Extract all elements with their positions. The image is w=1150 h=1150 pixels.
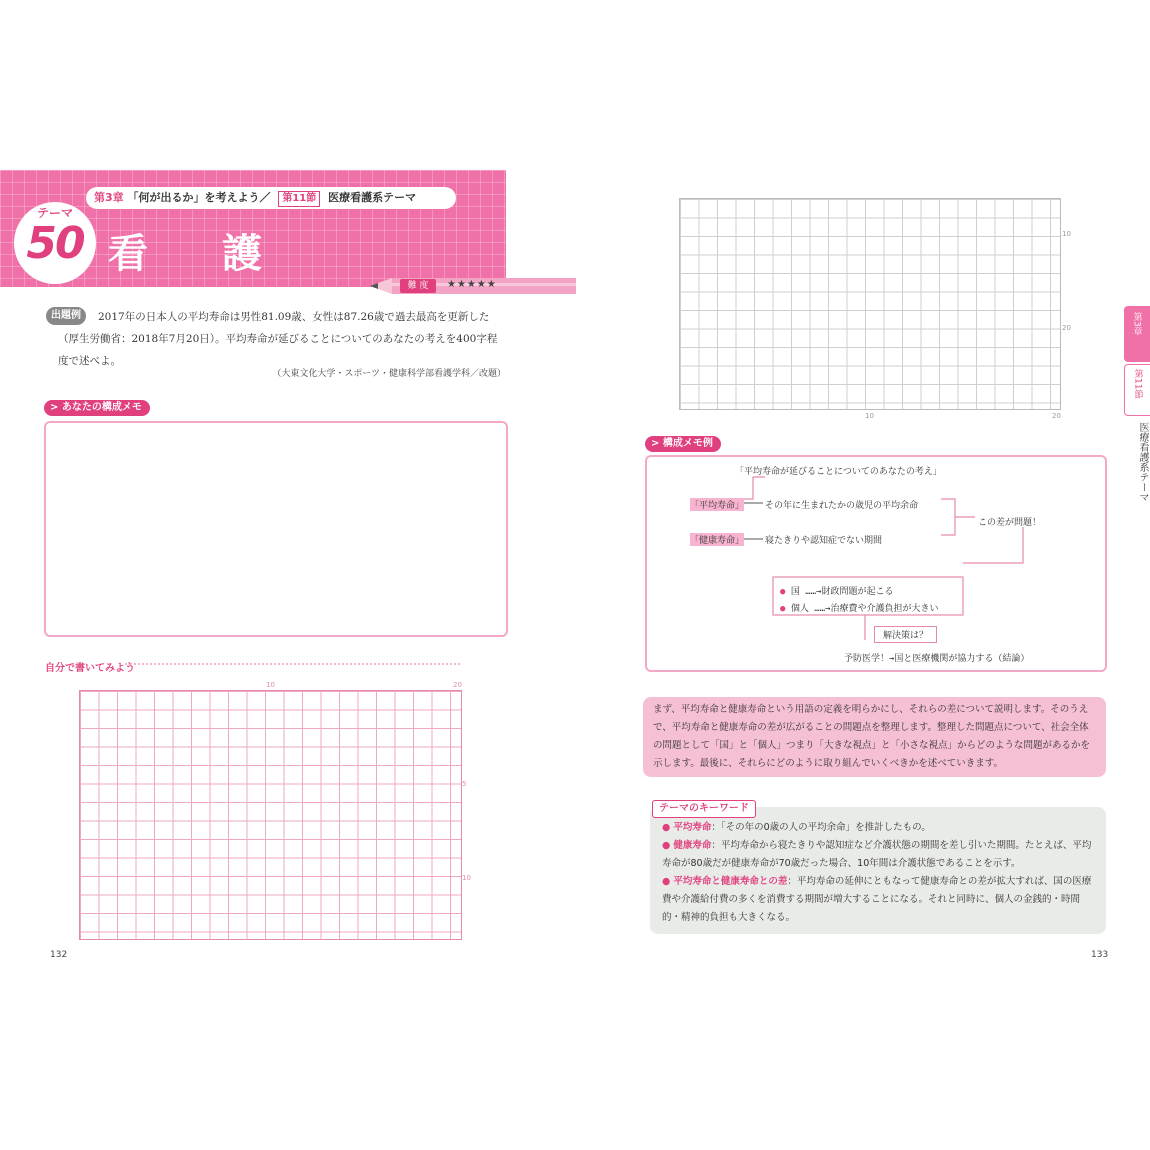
keyword-term: 健康寿命 [673,840,712,851]
side-tab-title: 医療看護系テーマ [1137,422,1148,502]
side-tab-chapter [1124,306,1150,362]
try-writing-label: 自分で書いてみよう [45,663,135,674]
breadcrumb [86,187,456,209]
example-bullet-country [780,584,894,597]
keywords-label: テーマのキーワード [652,800,756,818]
page-title-first: 看 [108,231,148,277]
bullet-icon: ● [662,822,674,833]
keyword-item: ● 健康寿命：平均寿命から寝たきりや認知症など介護状態の期間を差し引いた期間。たとえば、平均寿命が80歳だが健康寿命が70歳だった場合、10年間は介護状態であることを示す。 [662,840,1092,869]
page-number-left: 132 [50,950,68,960]
question-label: 出題例 [46,307,86,325]
arrow-icon: > [651,438,663,449]
example-heading: 「平均寿命が延びることについてのあなたの考え」 [735,467,942,477]
difficulty-label: 難 度 [400,279,436,293]
memo-box[interactable] [44,421,508,637]
theme-number: 50 [26,218,84,269]
example-memo-label [645,436,721,452]
writing-grid-right[interactable] [679,198,1061,410]
breadcrumb-section: 第11節 [278,191,320,207]
keyword-desc: 平均寿命の延伸にともなって健康寿命との差が拡大すれば、国の医療費や介護給付費の多くを消費する期間が増大することになる。それと同時に、個人の金銭的・時間的・精神的負担も大きくなる。 [662,876,1092,923]
example-bullet-country-desc: 財政問題が起こる [821,587,894,597]
example-bullet-individual [780,601,939,614]
bullet-icon: ● [780,604,791,614]
difficulty-stars: ★★★★★ [447,279,497,290]
keyword-term: 平均寿命と健康寿命との差 [673,876,788,887]
grid-mark: 10 [462,874,471,882]
grid-mark: 20 [453,681,462,689]
page-title-second: 護 [222,231,262,277]
example-bullet-country-term: 国 [790,587,800,597]
keywords-box [650,807,1106,934]
keyword-desc: 「その年の0歳の人の平均余命」を推計したもの。 [720,822,931,833]
example-desc-healthy-life: 寝たきりや認知症でない期間 [765,536,883,546]
arrow-icon: ……→ [805,587,822,597]
grid-mark: 10 [266,681,275,689]
example-solution: 解決策は？ [874,626,937,643]
example-bullet-individual-term: 個人 [790,604,809,614]
memo-label [44,400,150,416]
bullet-icon: ● [662,876,674,887]
summary-box [643,697,1106,777]
breadcrumb-section-title: 医療看護系テーマ [328,191,417,204]
keyword-item: ● 平均寿命と健康寿命との差：平均寿命の延伸にともなって健康寿命との差が拡大すれば、国の医療費や介護給付費の多くを消費する期間が増大することになる。それと同時に、個人の金銭的・時間的・精神的負担も大きくなる。 [662,876,1092,923]
question-source: （大東文化大学・スポーツ・健康科学部看護学科／改題） [272,369,506,379]
grid-mark: 10 [865,412,874,420]
theme-label: テーマ [36,206,73,220]
example-bullet-individual-desc: 治療費や介護負担が大きい [830,604,939,614]
example-conclusion: 予防医学！→国と医療機関が協力する（結論） [844,654,1030,664]
breadcrumb-chapter: 第3章 [94,191,124,204]
side-tab-section-text: 第11節 [1132,369,1143,399]
keyword-item: ● 平均寿命：「その年の0歳の人の平均余命」を推計したもの。 [662,822,931,833]
page-number-right: 133 [1091,950,1109,960]
example-term-life-expectancy: 「平均寿命」 [690,498,744,511]
memo-label-text: あなたの構成メモ [61,402,142,413]
writing-grid-left[interactable] [79,690,462,940]
keyword-desc: 平均寿命から寝たきりや認知症など介護状態の期間を差し引いた期間。たとえば、平均寿命が80歳だが健康寿命が70歳だった場合、10年間は介護状態であることを示す。 [662,840,1092,869]
keyword-term: 平均寿命 [673,822,712,833]
grid-mark: 5 [462,780,467,788]
arrow-icon: ……→ [814,604,831,614]
summary-text: まず、平均寿命と健康寿命という用語の定義を明らかにし、それらの差について説明します。そのうえで、平均寿命と健康寿命の差が広がることの問題点を整理します。整理した問題点について、社会全体の問題として「国」と「個人」つまり「大きな視点」と「小さな視点」からどのような問題があるかを示します。最後に、それらにどのように取り組んでいくべきかを述べていきます。 [653,704,1091,769]
dotted-divider [125,663,460,665]
side-tab-section [1124,364,1150,416]
question-text: 2017年の日本人の平均寿命は男性81.09歳、女性は87.26歳で過去最高を更新した（厚生労働省：2018年7月20日）。平均寿命が延びることについてのあなたの考えを400字程度で述べよ。 [58,311,498,367]
grid-mark: 20 [1062,324,1071,332]
example-gap: この差が問題！ [978,518,1042,528]
side-tab-chapter-text: 第3章 [1131,312,1142,336]
example-memo-label-text: 構成メモ例 [662,438,713,449]
arrow-icon: > [50,402,62,413]
bullet-icon: ● [780,587,791,597]
grid-mark: 10 [1062,230,1071,238]
bullet-icon: ● [662,840,674,851]
example-term-healthy-life: 「健康寿命」 [690,533,744,546]
grid-mark: 20 [1052,412,1061,420]
breadcrumb-title: 「何が出るか」を考えよう／ [127,191,271,204]
example-desc-life-expectancy: その年に生まれたかの歳児の平均余命 [765,501,919,511]
